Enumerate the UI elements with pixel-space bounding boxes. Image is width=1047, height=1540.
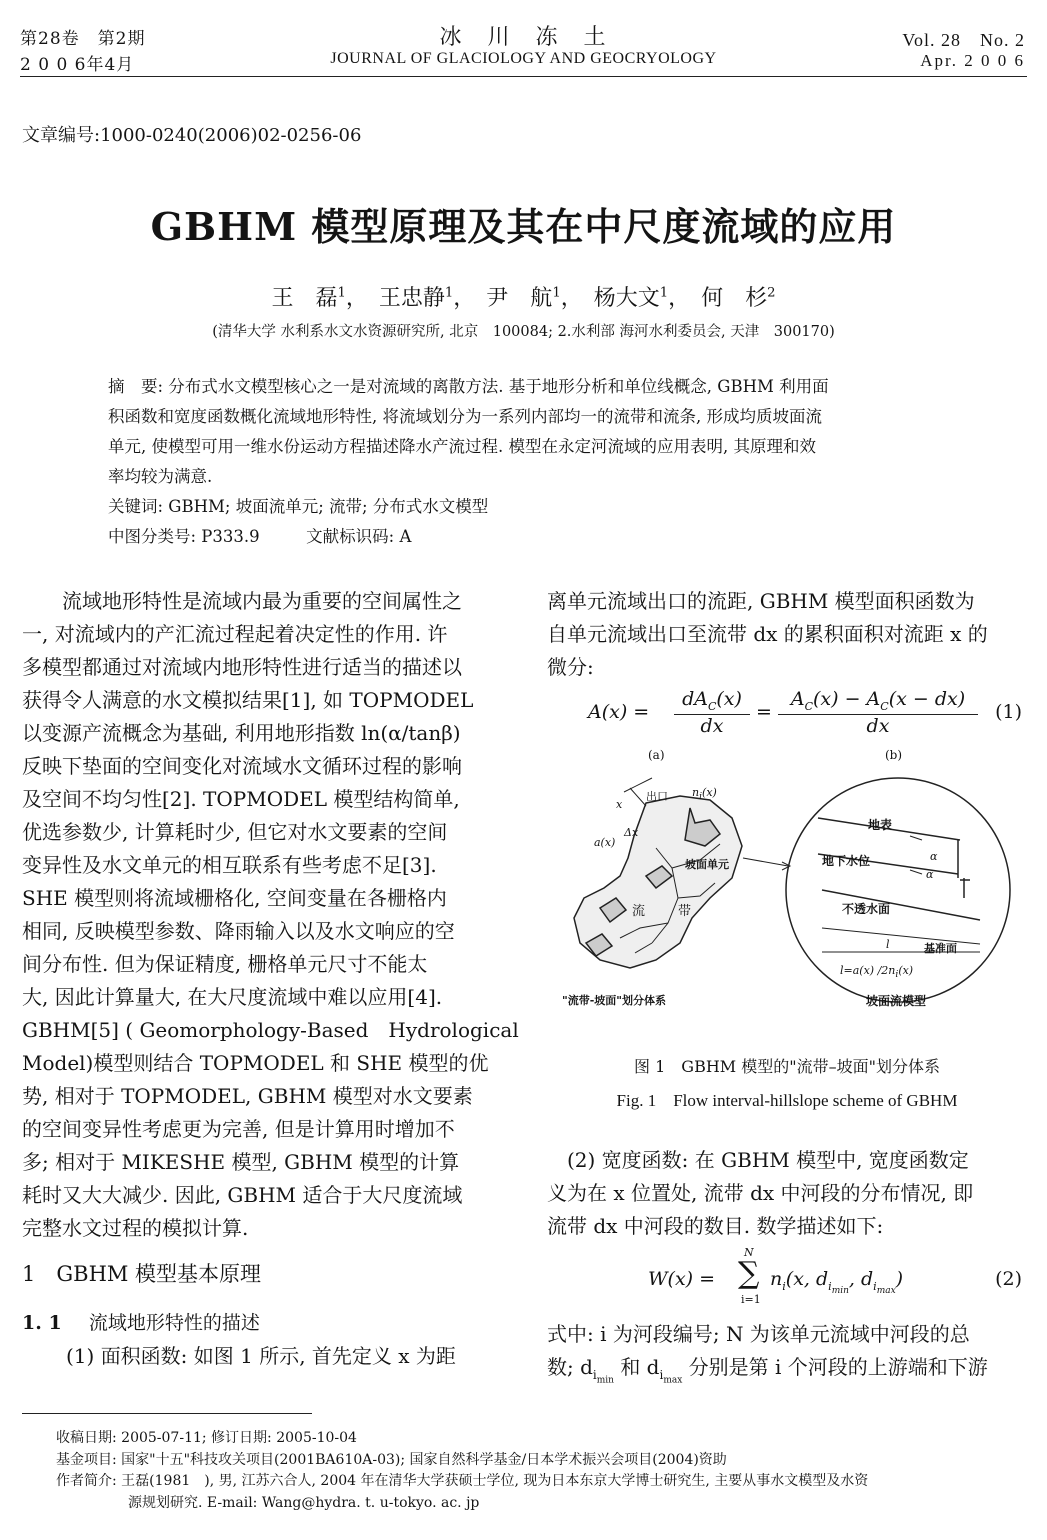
eq1-fraction-1	[674, 688, 750, 737]
text-line: 数; $d_{i_{min}}$ 和 $d_{i_{max}}$ 分别是第 i 个河段的上游端和下游	[547, 1355, 988, 1386]
text-line: Model)模型则结合 TOPMODEL 和 SHE 模型的优	[22, 1051, 489, 1075]
journal-title-cn: 冰 川 冻 土	[439, 25, 608, 50]
fig-label-impervious: 不透水面	[842, 902, 891, 916]
figure-1	[560, 748, 1020, 1038]
author-4-affil: 1	[659, 285, 669, 301]
text-line: 以变源产流概念为基础, 利用地形指数 ln(α/tanβ)	[22, 721, 461, 745]
affiliation: (清华大学 水利系水文水资源研究所, 北京 100084; 2.水利部 海河水利委员会, 天津 300170)	[212, 324, 835, 340]
text-line: 间分布性. 但为保证精度, 栅格单元尺寸不能太	[22, 952, 428, 976]
fig-label-n: $n_i(x)$	[692, 786, 717, 803]
subsection-number: 1. 1	[22, 1312, 62, 1334]
text-line: SHE 模型则将流域栅格化, 空间变量在各栅格内	[22, 886, 447, 910]
text-line: 获得令人满意的水文模拟结果[1], 如 TOPMODEL	[22, 688, 474, 712]
subsection-1-1-heading	[22, 1308, 260, 1335]
text-line: 相同, 反映模型参数、降雨输入以及水文响应的空	[22, 919, 455, 943]
journal-title-en: JOURNAL OF GLACIOLOGY AND GEOCRYOLOGY	[330, 50, 717, 67]
eq1-f2-b: (x) − A	[813, 688, 881, 710]
text-line: 变异性及水文单元的相互联系有些考虑不足[3].	[22, 853, 437, 877]
header-rule	[20, 76, 1027, 77]
text-line: 自单元流域出口至流带 dx 的累积面积对流距 x 的	[547, 622, 988, 646]
fig-label-ax: a(x)	[594, 836, 616, 849]
fig-label-b: (b)	[885, 748, 903, 762]
text-line: GBHM[5] ( Geomorphology-Based Hydrological	[22, 1018, 519, 1042]
eq1-f2-den: dx	[866, 714, 890, 737]
footnote-author: 作者简介: 王磊(1981 ), 男, 江苏六合人, 2004 年在清华大学获硕士学位, 现为日本东京大学博士研究生, 主要从事水文模型及水资	[56, 1473, 869, 1489]
document-code: 文献标识码: A	[306, 527, 412, 546]
fig-left-caption: "流带-坡面"划分体系	[562, 994, 667, 1007]
area-function-paragraph: (1) 面积函数: 如图 1 所示, 首先定义 x 为距	[66, 1344, 456, 1368]
footnote-author-cont: 源规划研究. E-mail: Wang@hydra. t. u-tokyo. ac. jp	[128, 1494, 480, 1511]
eq1-equals: =	[756, 701, 772, 723]
text-line: 反映下垫面的空间变化对流域水文循环过程的影响	[22, 754, 462, 778]
fig-label-band: 带	[678, 904, 692, 919]
abstract-line: 率均较为满意.	[108, 467, 213, 486]
figure-1-caption-cn: 图 1 GBHM 模型的"流带–坡面"划分体系	[634, 1057, 940, 1076]
equation-2	[548, 1246, 1026, 1310]
author-2-affil: 1	[444, 285, 454, 301]
text-line: 多模型都通过对流域内地形特性进行适当的描述以	[22, 655, 462, 679]
definitions-paragraph	[547, 1318, 1025, 1397]
eq1-f1-num-sub: C	[707, 699, 717, 713]
author-5: ， 何 杉	[668, 286, 768, 311]
volume-issue-cn: 第28卷 第2期	[20, 29, 146, 49]
watershed-drawing	[574, 778, 790, 968]
author-1: 王 磊	[271, 286, 338, 311]
fig-label-alpha-1: α	[930, 850, 938, 863]
text-line: 耗时又大大减少. 因此, GBHM 适合于大尺度流域	[22, 1183, 463, 1207]
fig-label-dx: Δx	[624, 826, 639, 839]
eq1-fraction-2	[778, 688, 978, 737]
eq1-f2-a: A	[790, 688, 805, 710]
fig-right-caption: 坡面流模型	[866, 994, 927, 1008]
author-3: ， 尹 航	[453, 286, 553, 311]
width-function-paragraph	[547, 1144, 1025, 1243]
eq2-lhs: W(x) =	[648, 1268, 716, 1290]
volume-issue-en: Vol. 28 No. 2	[902, 30, 1025, 50]
equation-1	[548, 688, 1026, 738]
subsection-title: 流域地形特性的描述	[88, 1312, 260, 1334]
footnotes	[56, 1428, 1026, 1514]
fig-label-hill-unit: 坡面单元	[685, 858, 729, 871]
author-5-affil: 2	[767, 285, 776, 301]
author-2: ， 王忠静	[345, 286, 445, 311]
keywords: 关键词: GBHM; 坡面流单元; 流带; 分布式水文模型	[108, 497, 489, 516]
author-4: ， 杨大文	[560, 286, 660, 311]
eq1-f1-num2: (x)	[716, 688, 742, 710]
date-cn: 2 0 0 6年4月	[20, 55, 135, 75]
eq1-f1-num: dA	[682, 688, 708, 710]
abstract-line: 积函数和宽度函数概化流域地形特性, 将流域划分为一系列内部均一的流带和流条, 形成均质坡面流	[108, 407, 822, 426]
clc-number: 中图分类号: P333.9	[108, 527, 260, 546]
authors	[0, 281, 1047, 312]
author-3-affil: 1	[552, 285, 561, 301]
fig-label-datum: 基准面	[924, 942, 957, 955]
eq1-lhs: A(x) =	[588, 701, 650, 723]
footnote-fund: 基金项目: 国家"十五"科技攻关项目(2001BA610A-03); 国家自然科学基金/日本学术振兴会项目(2004)资助	[56, 1451, 727, 1468]
text-line: 多; 相对于 MIKESHE 模型, GBHM 模型的计算	[22, 1150, 460, 1174]
footnote-received: 收稿日期: 2005-07-11; 修订日期: 2005-10-04	[56, 1430, 357, 1446]
text-line: 完整水文过程的模拟计算.	[22, 1216, 249, 1240]
fig-label-flow: 流	[632, 904, 646, 919]
article-number: 文章编号:1000-0240(2006)02-0256-06	[22, 125, 362, 146]
fig-label-surface: 地表	[868, 818, 893, 832]
fig-formula: l=a(x) $/2n_i(x)$	[840, 964, 914, 981]
eq1-f2-d: (x − dx)	[888, 688, 966, 710]
text-line: 式中: i 为河段编号; N 为该单元流域中河段的总	[547, 1322, 970, 1346]
author-1-affil: 1	[337, 285, 346, 301]
fig-label-gw: 地下水位	[822, 854, 871, 868]
paper-title: GBHM 模型原理及其在中尺度流域的应用	[150, 204, 897, 249]
abstract	[108, 372, 940, 552]
abstract-line: 单元, 使模型可用一维水份运动方程描述降水产流过程. 模型在永定河流域的应用表明, 其原理和效	[108, 437, 816, 456]
left-column	[22, 585, 519, 1245]
text-line: 离单元流域出口的流距, GBHM 模型面积函数为	[547, 589, 975, 613]
text-line: 义为在 x 位置处, 流带 dx 中河段的分布情况, 即	[547, 1181, 974, 1205]
text-line: (2) 宽度函数: 在 GBHM 模型中, 宽度函数定	[547, 1148, 969, 1172]
eq2-number: (2)	[995, 1268, 1022, 1290]
fig-label-alpha-2: α	[926, 868, 934, 881]
section-1-heading: 1 GBHM 模型基本原理	[22, 1262, 262, 1286]
text-line: 优选参数少, 计算耗时少, 但它对水文要素的空间	[22, 820, 448, 844]
eq2-sum-bottom: i=1	[741, 1293, 761, 1306]
eq1-f2-c-sub: C	[880, 699, 889, 713]
text-line: 一, 对流域内的产汇流过程起着决定性的作用. 许	[22, 622, 448, 646]
figure-1-caption-en: Fig. 1 Flow interval-hillslope scheme of GBHM	[616, 1091, 958, 1110]
text-line: 微分:	[547, 655, 594, 679]
footnote-rule	[22, 1413, 312, 1414]
text-line: 势, 相对于 TOPMODEL, GBHM 模型对水文要素	[22, 1084, 473, 1108]
eq2-body: $n_i(x$, $d_{i_{min}}$, $d_{i_{max}}$)	[770, 1268, 904, 1296]
fig-label-outlet: 出口	[646, 790, 668, 803]
eq2-sum-sign: ∑	[738, 1256, 760, 1291]
text-line: 流域地形特性是流域内最为重要的空间属性之	[22, 589, 462, 613]
text-line: 及空间不均匀性[2]. TOPMODEL 模型结构简单,	[22, 787, 460, 811]
text-line: 大, 因此计算量大, 在大尺度流域中难以应用[4].	[22, 985, 443, 1009]
eq1-f1-den: dx	[700, 714, 724, 737]
fig-label-a: (a)	[648, 748, 665, 762]
eq1-number: (1)	[995, 701, 1022, 723]
right-column-intro	[547, 585, 1025, 684]
text-line: 流带 dx 中河段的数目. 数学描述如下:	[547, 1214, 884, 1238]
classification-row	[108, 522, 940, 552]
eq2-sum-top: N	[744, 1246, 754, 1259]
date-en: Apr. 2 0 0 6	[920, 51, 1025, 70]
text-line: 的空间变异性考虑更为完善, 但是计算用时增加不	[22, 1117, 455, 1141]
abstract-line: 摘 要: 分布式水文模型核心之一是对流域的离散方法. 基于地形分析和单位线概念, GBHM 利用面	[108, 377, 829, 396]
fig-label-x: x	[616, 798, 623, 811]
fig-label-l: l	[886, 938, 890, 951]
eq1-f2-a-sub: C	[804, 699, 814, 713]
